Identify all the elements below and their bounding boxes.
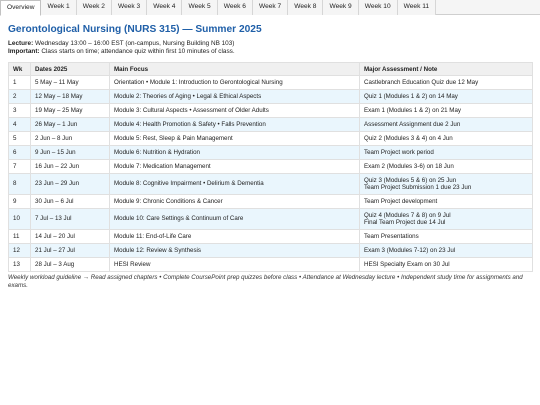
table-row (9, 132, 533, 146)
cell-focus: Orientation • Module 1: Introduction to Gerontological Nursing (110, 76, 360, 90)
tab-overview[interactable]: Overview (0, 0, 41, 16)
cell-focus: Module 2: Theories of Aging • Legal & Ethical Aspects (110, 90, 360, 104)
cell-assessment (360, 104, 533, 118)
cell-week: 8 (9, 174, 31, 195)
tab-bar (0, 0, 540, 15)
assessment-line: Castlebranch Education Quiz due 12 May (364, 78, 479, 86)
cell-dates: 12 May – 18 May (31, 90, 110, 104)
cell-week: 2 (9, 90, 31, 104)
cell-focus: HESI Review (110, 258, 360, 272)
cell-week: 12 (9, 244, 31, 258)
cell-week: 4 (9, 118, 31, 132)
cell-assessment (360, 160, 533, 174)
cell-focus: Module 7: Medication Management (110, 160, 360, 174)
table-row (9, 160, 533, 174)
cell-focus: Module 5: Rest, Sleep & Pain Management (110, 132, 360, 146)
tab-week-5[interactable]: Week 5 (182, 0, 217, 15)
assessment-line: Quiz 2 (Modules 3 & 4) on 4 Jun (364, 134, 453, 142)
cell-week: 11 (9, 230, 31, 244)
cell-dates: 19 May – 25 May (31, 104, 110, 118)
cell-assessment (360, 132, 533, 146)
assessment-line: Quiz 3 (Modules 5 & 6) on 25 Jun (364, 176, 457, 184)
cell-week: 9 (9, 195, 31, 209)
table-row (9, 104, 533, 118)
cell-week: 10 (9, 209, 31, 230)
table-row (9, 76, 533, 90)
main-content (0, 15, 540, 289)
assessment-line: Team Presentations (364, 232, 419, 240)
lecture-label: Lecture: (8, 40, 34, 47)
cell-week: 7 (9, 160, 31, 174)
assessment-line: Quiz 1 (Modules 1 & 2) on 14 May (364, 92, 458, 100)
tab-week-3[interactable]: Week 3 (112, 0, 147, 15)
cell-focus: Module 11: End-of-Life Care (110, 230, 360, 244)
cell-focus: Module 12: Review & Synthesis (110, 244, 360, 258)
assessment-line-2: Final Team Project due 14 Jul (364, 219, 446, 227)
cell-assessment (360, 76, 533, 90)
tab-week-11[interactable]: Week 11 (398, 0, 436, 15)
assessment-line: HESI Specialty Exam on 30 Jul (364, 260, 450, 268)
cell-focus: Module 6: Nutrition & Hydration (110, 146, 360, 160)
cell-week: 5 (9, 132, 31, 146)
cell-dates: 7 Jul – 13 Jul (31, 209, 110, 230)
cell-dates: 21 Jul – 27 Jul (31, 244, 110, 258)
lecture-text: Wednesday 13:00 – 16:00 EST (on-campus, Nursing Building NB 103) (33, 40, 235, 47)
table-row (9, 230, 533, 244)
cell-dates: 16 Jun – 22 Jun (31, 160, 110, 174)
tab-week-2[interactable]: Week 2 (77, 0, 112, 15)
cell-assessment (360, 209, 533, 230)
table-row (9, 90, 533, 104)
assessment-line: Exam 2 (Modules 3-6) on 18 Jun (364, 162, 454, 170)
cell-focus: Module 4: Health Promotion & Safety • Falls Prevention (110, 118, 360, 132)
workload-footer: Weekly workload guideline → Read assigned chapters • Complete CoursePoint prep quizzes before class • Attendance at Wednesday lecture • Independent study time for assignments and exams. (8, 274, 523, 289)
cell-assessment (360, 146, 533, 160)
cell-assessment (360, 174, 533, 195)
cell-focus: Module 3: Cultural Aspects • Assessment of Older Adults (110, 104, 360, 118)
cell-focus: Module 9: Chronic Conditions & Cancer (110, 195, 360, 209)
table-row (9, 209, 533, 230)
cell-assessment (360, 90, 533, 104)
tab-week-7[interactable]: Week 7 (253, 0, 288, 15)
tab-week-10[interactable]: Week 10 (359, 0, 398, 15)
cell-dates: 26 May – 1 Jun (31, 118, 110, 132)
assessment-line: Quiz 4 (Modules 7 & 8) on 9 Jul (364, 211, 451, 219)
cell-dates: 2 Jun – 8 Jun (31, 132, 110, 146)
header-assessment: Major Assessment / Note (360, 63, 533, 76)
table-row (9, 195, 533, 209)
tab-week-9[interactable]: Week 9 (323, 0, 358, 15)
tab-week-6[interactable]: Week 6 (218, 0, 253, 15)
cell-assessment (360, 230, 533, 244)
cell-dates: 28 Jul – 3 Aug (31, 258, 110, 272)
important-line (8, 48, 532, 56)
header-dates: Dates 2025 (31, 63, 110, 76)
cell-week: 6 (9, 146, 31, 160)
table-header-row (9, 63, 533, 76)
cell-dates: 14 Jul – 20 Jul (31, 230, 110, 244)
assessment-line: Assessment Assignment due 2 Jun (364, 120, 461, 128)
assessment-line-2: Team Project Submission 1 due 23 Jun (364, 184, 472, 192)
cell-week: 13 (9, 258, 31, 272)
tab-week-8[interactable]: Week 8 (288, 0, 323, 15)
cell-dates: 30 Jun – 6 Jul (31, 195, 110, 209)
schedule-table (8, 62, 533, 272)
assessment-line: Team Project work period (364, 148, 434, 156)
cell-focus: Module 8: Cognitive Impairment • Delirium & Dementia (110, 174, 360, 195)
cell-dates: 5 May – 11 May (31, 76, 110, 90)
important-text: Class starts on time; attendance quiz within first 10 minutes of class. (39, 47, 235, 55)
table-row (9, 174, 533, 195)
cell-assessment (360, 258, 533, 272)
header-focus: Main Focus (110, 63, 360, 76)
cell-dates: 23 Jun – 29 Jun (31, 174, 110, 195)
assessment-line: Exam 3 (Modules 7-12) on 23 Jul (364, 246, 456, 254)
cell-assessment (360, 118, 533, 132)
cell-assessment (360, 195, 533, 209)
cell-assessment (360, 244, 533, 258)
table-row (9, 258, 533, 272)
header-wk: Wk (9, 63, 31, 76)
cell-week: 1 (9, 76, 31, 90)
important-label: Important: (8, 47, 40, 55)
table-row (9, 146, 533, 160)
table-row (9, 118, 533, 132)
tab-week-4[interactable]: Week 4 (147, 0, 182, 15)
assessment-line: Team Project development (364, 197, 438, 205)
cell-dates: 9 Jun – 15 Jun (31, 146, 110, 160)
page-title: Gerontological Nursing (NURS 315) — Summer 2025 (8, 24, 262, 35)
cell-focus: Module 10: Care Settings & Continuum of Care (110, 209, 360, 230)
lecture-line (8, 40, 532, 48)
cell-week: 3 (9, 104, 31, 118)
table-row (9, 244, 533, 258)
assessment-line: Exam 1 (Modules 1 & 2) on 21 May (364, 106, 461, 114)
tab-week-1[interactable]: Week 1 (41, 0, 76, 15)
